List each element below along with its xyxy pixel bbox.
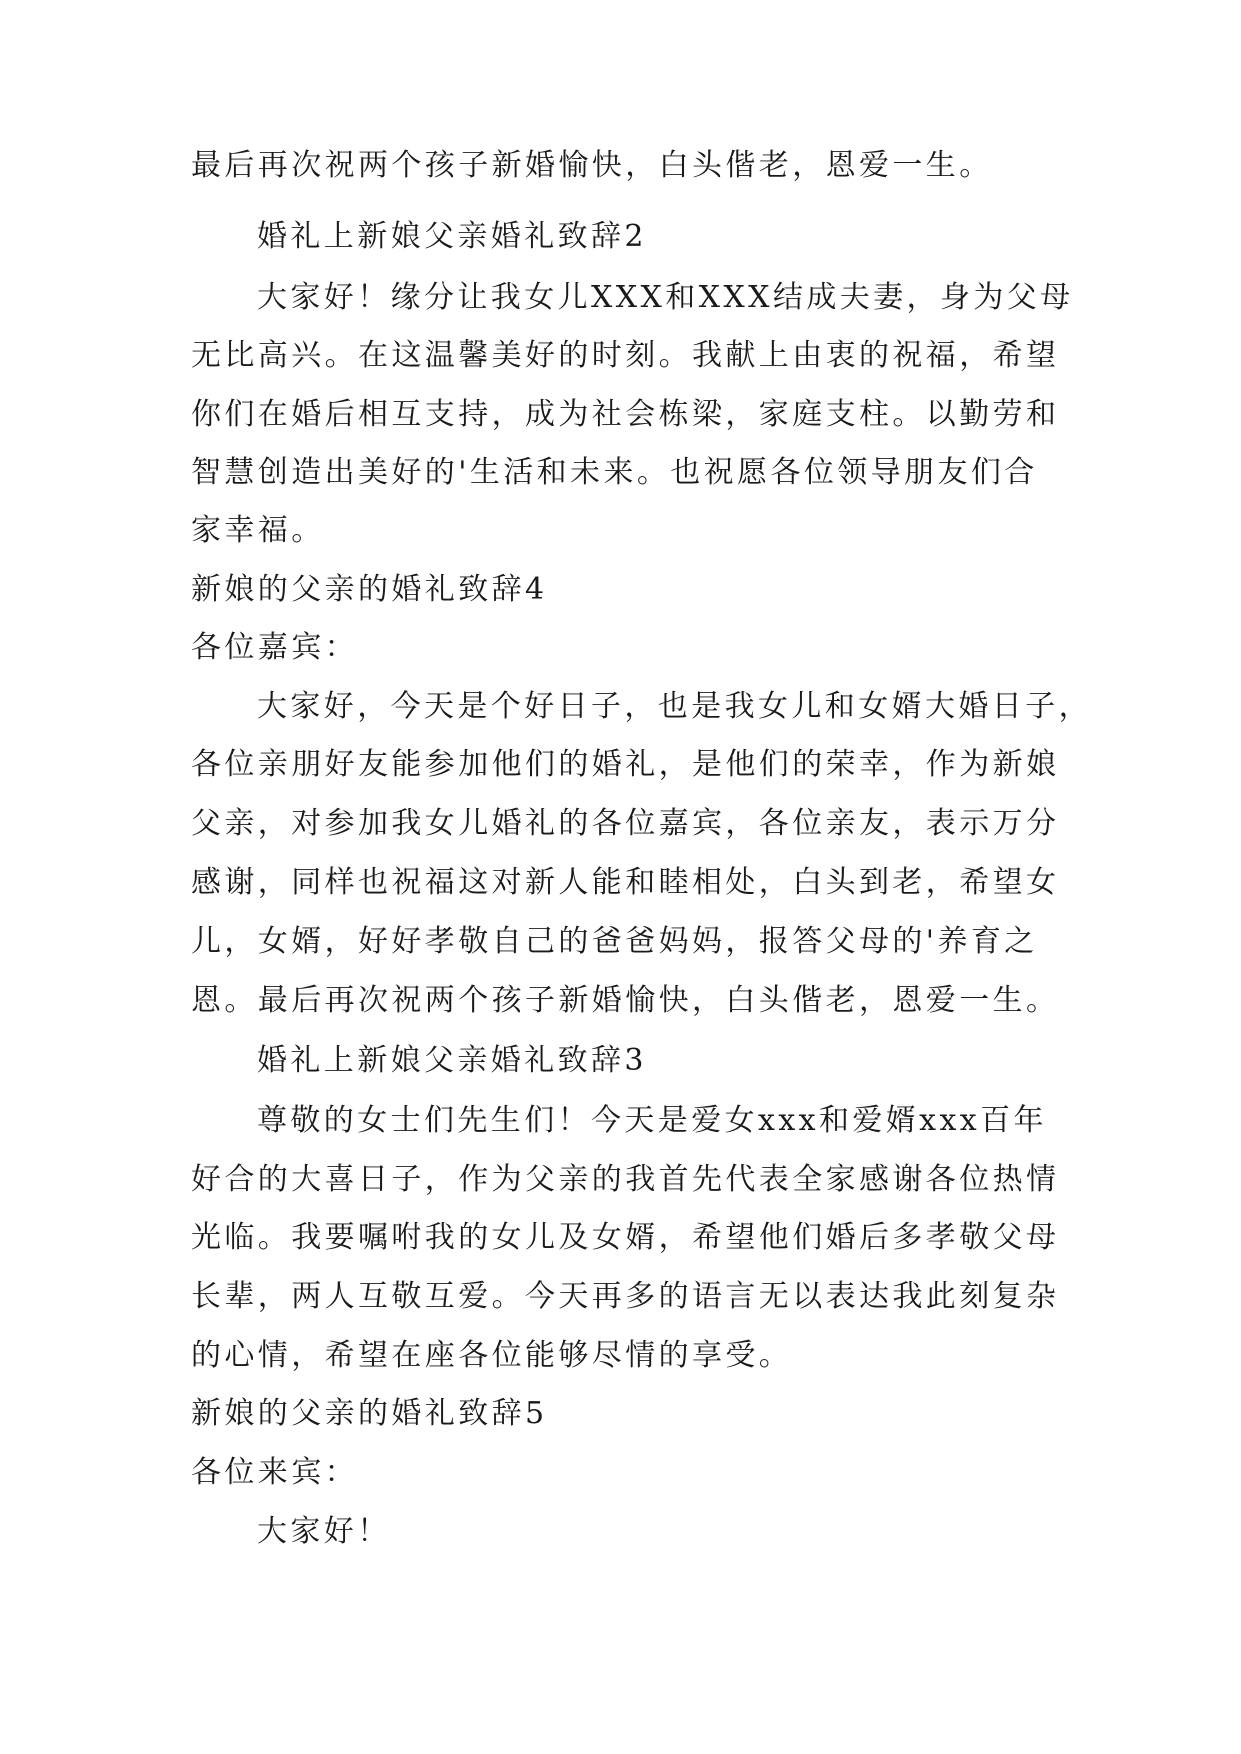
- speech-4-line-4: 感谢，同样也祝福这对新人能和睦相处，白头到老，希望女: [191, 865, 1060, 900]
- speech-4-line-2: 各位亲朋好友能参加他们的婚礼，是他们的荣幸，作为新娘: [191, 747, 1060, 782]
- speech-4-line-6: 恩。最后再次祝两个孩子新婚愉快，白头偕老，恩爱一生。: [191, 983, 1060, 1018]
- speech-3-line-2: 好合的大喜日子，作为父亲的我首先代表全家感谢各位热情: [191, 1162, 1060, 1197]
- speech-4-line-5: 儿，女婿，好好孝敬自己的爸爸妈妈，报答父母的'养育之: [191, 924, 1038, 959]
- section-heading-speech-2: 婚礼上新娘父亲婚礼致辞2: [257, 219, 647, 254]
- speech-2-line-3: 你们在婚后相互支持，成为社会栋梁，家庭支柱。以勤劳和: [191, 397, 1060, 432]
- speech-2-line-2: 无比高兴。在这温馨美好的时刻。我献上由衷的祝福，希望: [191, 338, 1060, 373]
- speech-2-line-1: 大家好！缘分让我女儿XXX和XXX结成夫妻，身为父母: [257, 280, 1074, 315]
- speech-3-line-5: 的心情，希望在座各位能够尽情的享受。: [191, 1338, 793, 1373]
- closing-blessing-line: 最后再次祝两个孩子新婚愉快，白头偕老，恩爱一生。: [191, 148, 993, 183]
- speech-5-line-1: 大家好！: [257, 1514, 391, 1549]
- section-heading-speech-3: 婚礼上新娘父亲婚礼致辞3: [257, 1043, 647, 1078]
- speech-3-line-3: 光临。我要嘱咐我的女儿及女婿，希望他们婚后多孝敬父母: [191, 1220, 1060, 1255]
- speech-4-line-1: 大家好，今天是个好日子，也是我女儿和女婿大婚日子，: [257, 689, 1092, 724]
- speech-3-line-1: 尊敬的女士们先生们！今天是爱女xxx和爱婿xxx百年: [257, 1103, 1047, 1138]
- speech-2-line-4: 智慧创造出美好的'生活和未来。也祝愿各位领导朋友们合: [191, 455, 1038, 490]
- speech-5-salutation: 各位来宾：: [191, 1455, 358, 1490]
- speech-4-salutation: 各位嘉宾：: [191, 630, 358, 665]
- speech-2-line-5: 家幸福。: [191, 513, 325, 548]
- section-heading-speech-4: 新娘的父亲的婚礼致辞4: [191, 572, 548, 607]
- section-heading-speech-5: 新娘的父亲的婚礼致辞5: [191, 1396, 548, 1431]
- speech-4-line-3: 父亲，对参加我女儿婚礼的各位嘉宾，各位亲友，表示万分: [191, 806, 1060, 841]
- speech-3-line-4: 长辈，两人互敬互爱。今天再多的语言无以表达我此刻复杂: [191, 1279, 1060, 1314]
